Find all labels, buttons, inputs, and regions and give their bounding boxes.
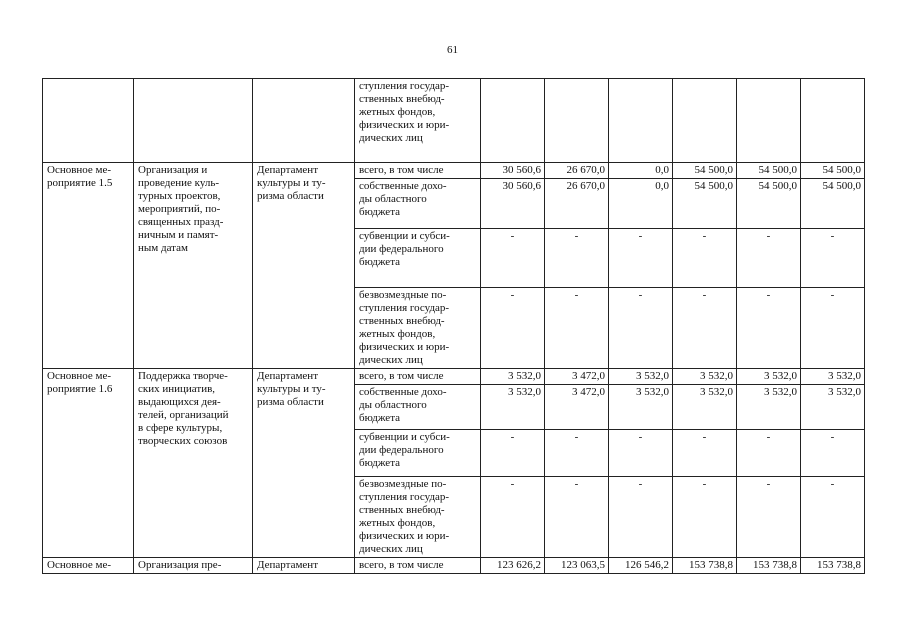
budget-table (42, 78, 865, 574)
department-cell: Департамент (253, 558, 355, 574)
funding-source-cell: безвозмездные по- ступления государ- ственных внебюд- жетных фондов, физических и юри- дических лиц (355, 288, 481, 369)
value-cell: - (545, 288, 609, 369)
value-cell: 123 626,2 (481, 558, 545, 574)
funding-source-cell: всего, в том числе (355, 369, 481, 385)
value-cell (801, 79, 865, 163)
measure-description-cell: Организация пре- (134, 558, 253, 574)
table-body (43, 79, 865, 574)
value-cell: 3 472,0 (545, 385, 609, 430)
value-cell (545, 79, 609, 163)
funding-source-cell: ступления государ- ственных внебюд- жетных фондов, физических и юри- дических лиц (355, 79, 481, 163)
value-cell: 0,0 (609, 179, 673, 229)
measure-description-cell: Поддержка творче- ских инициатив, выдающихся дея- телей, организаций в сфере культуры, творческих союзов (134, 369, 253, 558)
value-cell: 3 532,0 (801, 369, 865, 385)
funding-source-cell: всего, в том числе (355, 558, 481, 574)
funding-source-cell: субвенции и субси- дии федерального бюджета (355, 430, 481, 477)
value-cell: 3 532,0 (481, 369, 545, 385)
funding-source-cell: безвозмездные по- ступления государ- ственных внебюд- жетных фондов, физических и юри- дических лиц (355, 477, 481, 558)
value-cell: 54 500,0 (673, 179, 737, 229)
value-cell: - (737, 430, 801, 477)
value-cell: - (609, 477, 673, 558)
value-cell: - (481, 288, 545, 369)
value-cell: 3 532,0 (673, 385, 737, 430)
value-cell: - (673, 288, 737, 369)
value-cell: 126 546,2 (609, 558, 673, 574)
value-cell: 153 738,8 (801, 558, 865, 574)
value-cell: - (801, 430, 865, 477)
table-row (43, 558, 865, 574)
value-cell: 54 500,0 (801, 163, 865, 179)
value-cell: - (801, 477, 865, 558)
value-cell: 54 500,0 (737, 163, 801, 179)
value-cell: - (673, 229, 737, 288)
table-row (43, 79, 865, 163)
value-cell: - (609, 288, 673, 369)
value-cell: - (545, 229, 609, 288)
value-cell: - (673, 477, 737, 558)
value-cell: - (801, 288, 865, 369)
value-cell: 26 670,0 (545, 163, 609, 179)
value-cell: 54 500,0 (737, 179, 801, 229)
value-cell: - (609, 229, 673, 288)
department-cell: Департамент культуры и ту- ризма области (253, 163, 355, 369)
value-cell: 3 472,0 (545, 369, 609, 385)
funding-source-cell: собственные дохо- ды областного бюджета (355, 385, 481, 430)
name-cell (43, 79, 134, 163)
value-cell: 3 532,0 (737, 385, 801, 430)
value-cell: - (545, 430, 609, 477)
value-cell: 3 532,0 (737, 369, 801, 385)
value-cell: 26 670,0 (545, 179, 609, 229)
value-cell (673, 79, 737, 163)
value-cell: 0,0 (609, 163, 673, 179)
description-cell (134, 79, 253, 163)
value-cell: 30 560,6 (481, 179, 545, 229)
department-cell (253, 79, 355, 163)
funding-source-cell: собственные дохо- ды областного бюджета (355, 179, 481, 229)
measure-name-cell: Основное ме- (43, 558, 134, 574)
value-cell: 3 532,0 (481, 385, 545, 430)
measure-name-cell: Основное ме- роприятие 1.5 (43, 163, 134, 369)
value-cell (481, 79, 545, 163)
page-number: 61 (447, 44, 458, 56)
value-cell: - (609, 430, 673, 477)
funding-source-cell: субвенции и субси- дии федерального бюджета (355, 229, 481, 288)
value-cell: 3 532,0 (609, 369, 673, 385)
value-cell: 54 500,0 (673, 163, 737, 179)
value-cell: 153 738,8 (737, 558, 801, 574)
table-row (43, 163, 865, 179)
value-cell: 3 532,0 (609, 385, 673, 430)
value-cell: 123 063,5 (545, 558, 609, 574)
value-cell: - (481, 477, 545, 558)
value-cell: - (737, 229, 801, 288)
value-cell: - (481, 229, 545, 288)
value-cell: - (737, 477, 801, 558)
measure-description-cell: Организация и проведение куль- турных проектов, мероприятий, по- священных празд- ничным и памят- ным датам (134, 163, 253, 369)
value-cell: - (737, 288, 801, 369)
value-cell (609, 79, 673, 163)
value-cell: 3 532,0 (673, 369, 737, 385)
measure-name-cell: Основное ме- роприятие 1.6 (43, 369, 134, 558)
value-cell: - (673, 430, 737, 477)
value-cell: 153 738,8 (673, 558, 737, 574)
value-cell: - (481, 430, 545, 477)
value-cell: - (545, 477, 609, 558)
value-cell: 3 532,0 (801, 385, 865, 430)
value-cell: 54 500,0 (801, 179, 865, 229)
value-cell: 30 560,6 (481, 163, 545, 179)
table-row (43, 369, 865, 385)
department-cell: Департамент культуры и ту- ризма области (253, 369, 355, 558)
funding-source-cell: всего, в том числе (355, 163, 481, 179)
value-cell (737, 79, 801, 163)
value-cell: - (801, 229, 865, 288)
